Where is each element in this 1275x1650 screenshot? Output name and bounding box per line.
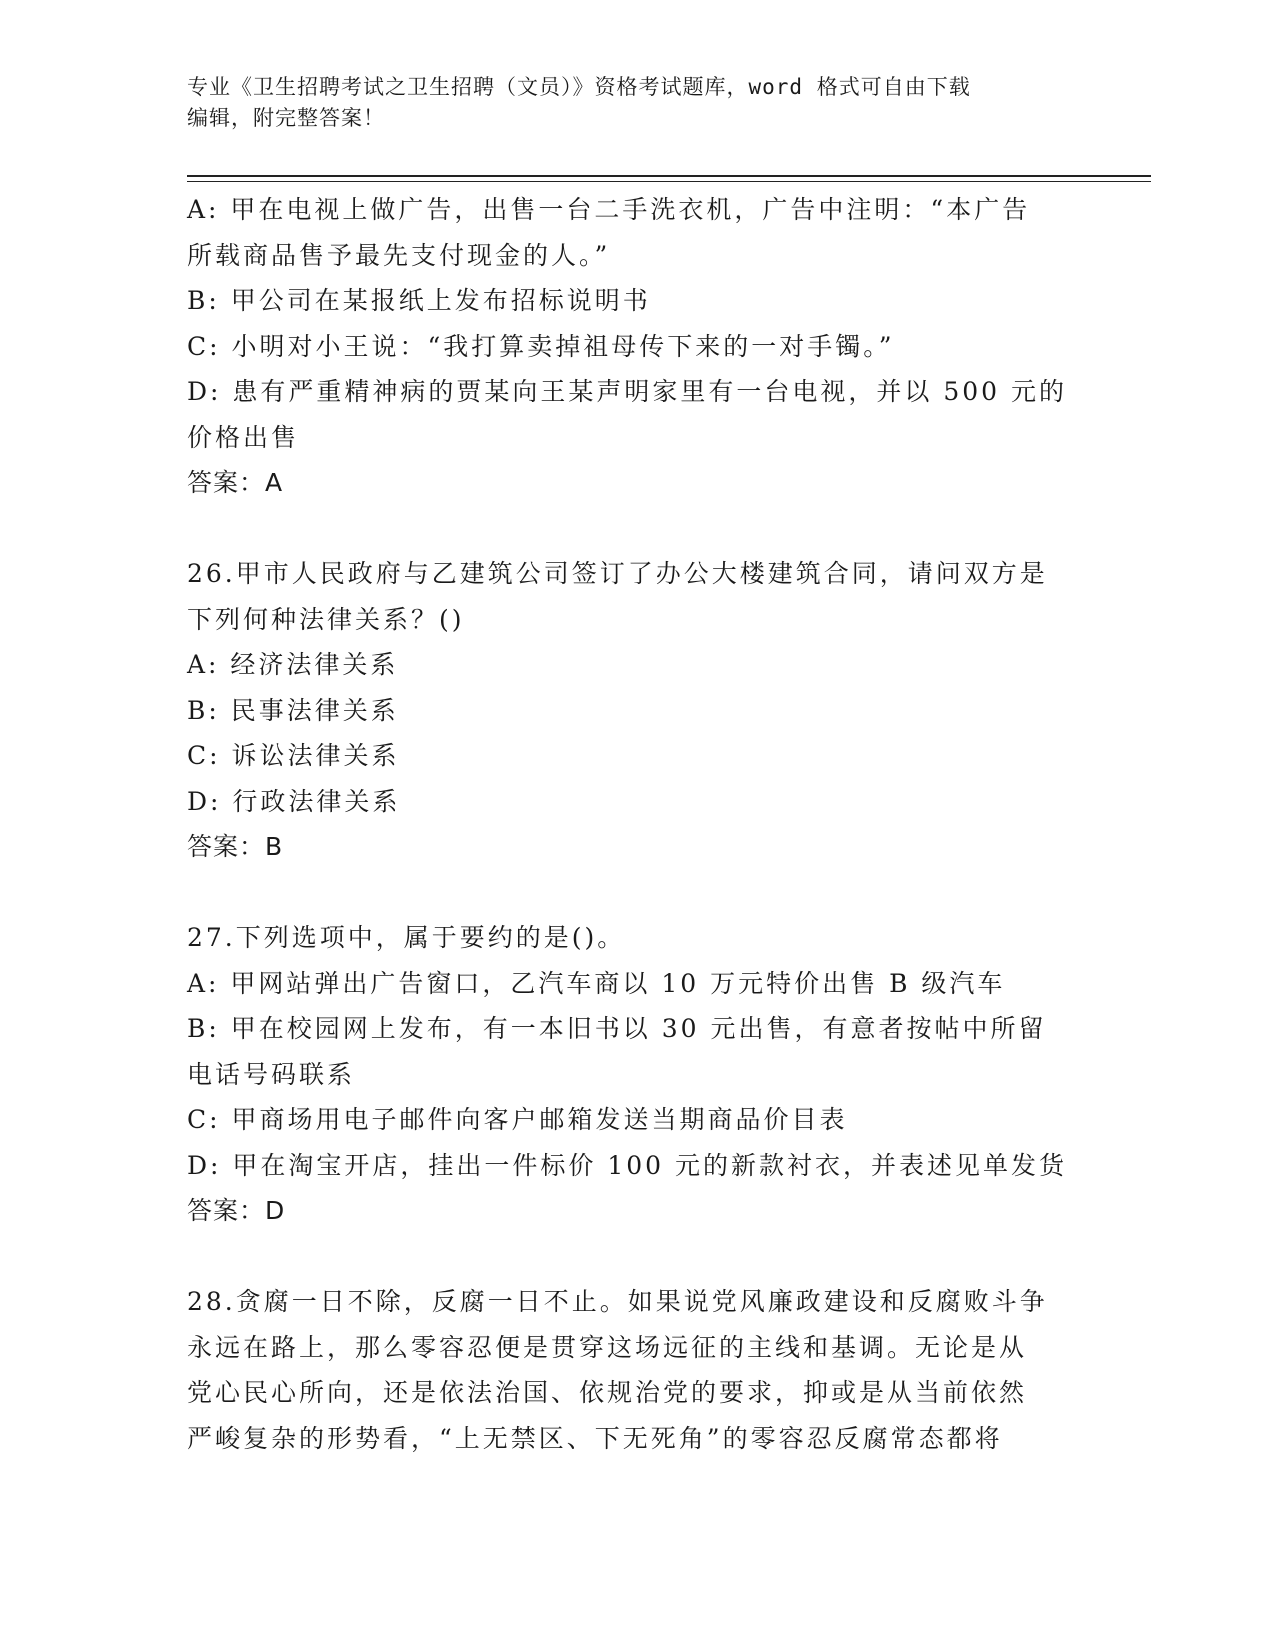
q26-option-a: A: 经济法律关系 <box>187 650 399 679</box>
header-rule-thin <box>187 181 1151 182</box>
q26-option-c: C: 诉讼法律关系 <box>187 741 400 770</box>
q27-option-a: A: 甲网站弹出广告窗口，乙汽车商以 10 万元特价出售 B 级汽车 <box>187 968 1006 998</box>
question-26 <box>187 551 1077 870</box>
q28-stem-line-2: 永远在路上，那么零容忍便是贯穿这场远征的主线和基调。无论是从 <box>187 1332 1028 1362</box>
spacer <box>187 870 1077 916</box>
q25-answer: 答案：A <box>187 468 284 497</box>
q28-stem-line-3: 党心民心所向，还是依法治国、依规治党的要求，抑或是从当前依然 <box>187 1378 1028 1407</box>
q26-option-d: D: 行政法律关系 <box>187 786 401 816</box>
spacer <box>187 506 1077 552</box>
document-header <box>187 72 1067 134</box>
document-body <box>187 187 1077 1461</box>
q28-stem-line-4: 严峻复杂的形势看，“上无禁区、下无死角”的零容忍反腐常态都将 <box>187 1423 1003 1453</box>
q25-option-c: C: 小明对小王说：“我打算卖掉祖母传下来的一对手镯。” <box>187 331 895 361</box>
q27-option-d: D: 甲在淘宝开店，挂出一件标价 100 元的新款衬衣，并表述见单发货 <box>187 1150 1068 1180</box>
q25-option-d-line-1: D: 患有严重精神病的贾某向王某声明家里有一台电视，并以 500 元的 <box>187 377 1068 406</box>
q26-answer: 答案：B <box>187 832 284 861</box>
q27-option-b-line-2: 电话号码联系 <box>187 1059 356 1089</box>
q27-answer: 答案：D <box>187 1196 286 1225</box>
header-line-2: 编辑，附完整答案！ <box>187 106 385 130</box>
q27-option-b-line-1: B: 甲在校园网上发布，有一本旧书以 30 元出售，有意者按帖中所留 <box>187 1014 1047 1043</box>
header-line-1: 专业《卫生招聘考试之卫生招聘（文员）》资格考试题库，word 格式可自由下载 <box>187 75 971 99</box>
header-rule-thick <box>187 175 1151 177</box>
q25-option-d-line-2: 价格出售 <box>187 422 300 452</box>
question-25 <box>187 187 1077 506</box>
question-27 <box>187 915 1077 1234</box>
question-28 <box>187 1279 1077 1461</box>
q25-option-a-line-2: 所载商品售予最先支付现金的人。” <box>187 240 611 270</box>
q25-option-a-line-1: A: 甲在电视上做广告，出售一台二手洗衣机，广告中注明：“本广告 <box>187 195 1031 224</box>
q26-option-b: B: 民事法律关系 <box>187 695 399 725</box>
q27-option-c: C: 甲商场用电子邮件向客户邮箱发送当期商品价目表 <box>187 1105 848 1134</box>
q27-stem: 27.下列选项中，属于要约的是()。 <box>187 923 626 952</box>
spacer <box>187 1234 1077 1280</box>
q26-stem-line-1: 26.甲市人民政府与乙建筑公司签订了办公大楼建筑合同，请问双方是 <box>187 559 1048 588</box>
q28-stem-line-1: 28.贪腐一日不除，反腐一日不止。如果说党风廉政建设和反腐败斗争 <box>187 1287 1048 1316</box>
q26-stem-line-2: 下列何种法律关系？() <box>187 604 465 634</box>
q25-option-b: B: 甲公司在某报纸上发布招标说明书 <box>187 286 651 315</box>
